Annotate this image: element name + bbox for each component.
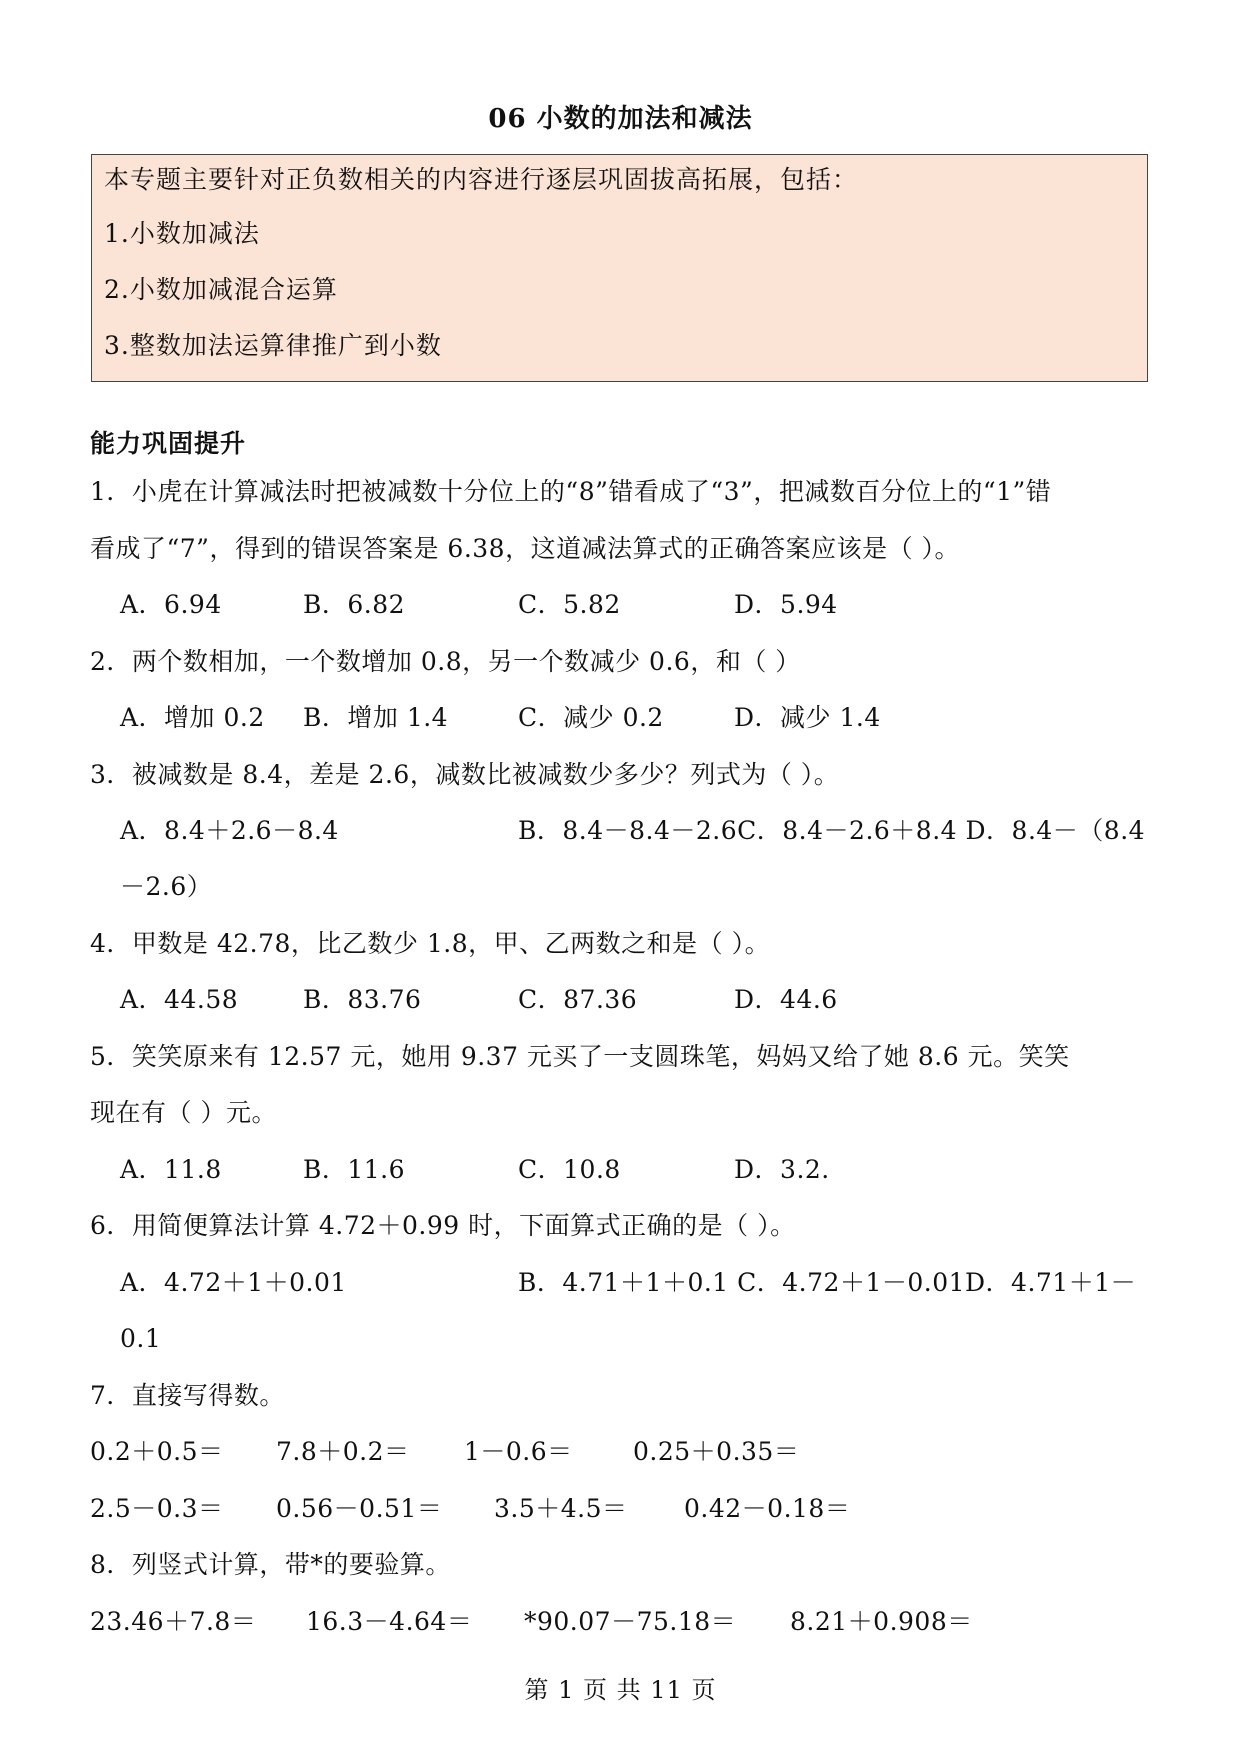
option-b-c-d: B．8.4－8.4－2.6C．8.4－2.6＋8.4 D．8.4－（8.4	[518, 816, 1146, 845]
calc-item: 2.5－0.3＝	[90, 1494, 224, 1523]
calc-item: 7.8＋0.2＝	[276, 1437, 410, 1466]
calc-item: 0.42－0.18＝	[684, 1494, 851, 1523]
question-6-continuation: 0.1	[120, 1324, 162, 1353]
option-a: A．44.58	[120, 985, 239, 1014]
intro-item: 2.小数加减混合运算	[104, 275, 338, 304]
option-a: A．增加 0.2	[120, 703, 265, 732]
intro-box	[91, 154, 1148, 382]
option-b: B．6.82	[303, 590, 406, 619]
intro-lead: 本专题主要针对正负数相关的内容进行逐层巩固拔高拓展，包括：	[104, 165, 859, 194]
option-c: C．10.8	[518, 1155, 621, 1184]
question-3-continuation: －2.6）	[120, 872, 213, 901]
page-title: 06 小数的加法和减法	[488, 104, 753, 134]
section-title: 能力巩固提升	[90, 429, 247, 458]
question-3: 3．被减数是 8.4，差是 2.6，减数比被减数少多少？列式为（ ）。	[90, 760, 840, 789]
question-4: 4．甲数是 42.78，比乙数少 1.8，甲、乙两数之和是（ ）。	[90, 929, 771, 958]
question-7: 7．直接写得数。	[90, 1381, 285, 1410]
question-5-line-1: 5．笑笑原来有 12.57 元，她用 9.37 元买了一支圆珠笔，妈妈又给了她 8.6 元。笑笑	[90, 1042, 1070, 1071]
option-b: B．11.6	[303, 1155, 406, 1184]
option-d: D．44.6	[734, 985, 838, 1014]
option-d: D．3.2.	[734, 1155, 830, 1184]
intro-item: 1.小数加减法	[104, 219, 260, 248]
option-d: D．减少 1.4	[734, 703, 881, 732]
calc-item: 23.46＋7.8＝	[90, 1607, 257, 1636]
option-c: C．5.82	[518, 590, 621, 619]
question-1-line-1: 1．小虎在计算减法时把被减数十分位上的“8”错看成了“3”，把减数百分位上的“1”错	[90, 477, 1052, 506]
option-c: C．减少 0.2	[518, 703, 664, 732]
calc-item: 3.5＋4.5＝	[494, 1494, 628, 1523]
option-a: A．4.72＋1＋0.01	[120, 1268, 347, 1297]
question-2: 2．两个数相加，一个数增加 0.8，另一个数减少 0.6，和（ ）	[90, 647, 801, 676]
calc-item: 1－0.6＝	[464, 1437, 573, 1466]
option-b: B．增加 1.4	[303, 703, 449, 732]
option-b-c-d: B．4.71＋1＋0.1 C．4.72＋1－0.01D．4.71＋1－	[518, 1268, 1137, 1297]
calc-item: 0.56－0.51＝	[276, 1494, 443, 1523]
question-1-line-2: 看成了“7”，得到的错误答案是 6.38，这道减法算式的正确答案应该是（ ）。	[90, 534, 961, 563]
calc-item: 0.25＋0.35＝	[633, 1437, 800, 1466]
intro-item: 3.整数加法运算律推广到小数	[104, 331, 442, 360]
question-5-line-2: 现在有（ ）元。	[90, 1098, 277, 1127]
question-8: 8．列竖式计算，带*的要验算。	[90, 1550, 451, 1579]
option-a: A．6.94	[120, 590, 222, 619]
calc-item: 16.3－4.64＝	[306, 1607, 473, 1636]
option-a: A．11.8	[120, 1155, 222, 1184]
option-a: A．8.4＋2.6－8.4	[120, 816, 339, 845]
option-b: B．83.76	[303, 985, 422, 1014]
page-footer: 第 1 页 共 11 页	[524, 1676, 717, 1704]
question-6: 6．用简便算法计算 4.72＋0.99 时，下面算式正确的是（ ）。	[90, 1211, 796, 1240]
option-d: D．5.94	[734, 590, 838, 619]
calc-item: *90.07－75.18＝	[524, 1607, 737, 1636]
calc-item: 8.21＋0.908＝	[790, 1607, 973, 1636]
calc-item: 0.2＋0.5＝	[90, 1437, 224, 1466]
option-c: C．87.36	[518, 985, 638, 1014]
